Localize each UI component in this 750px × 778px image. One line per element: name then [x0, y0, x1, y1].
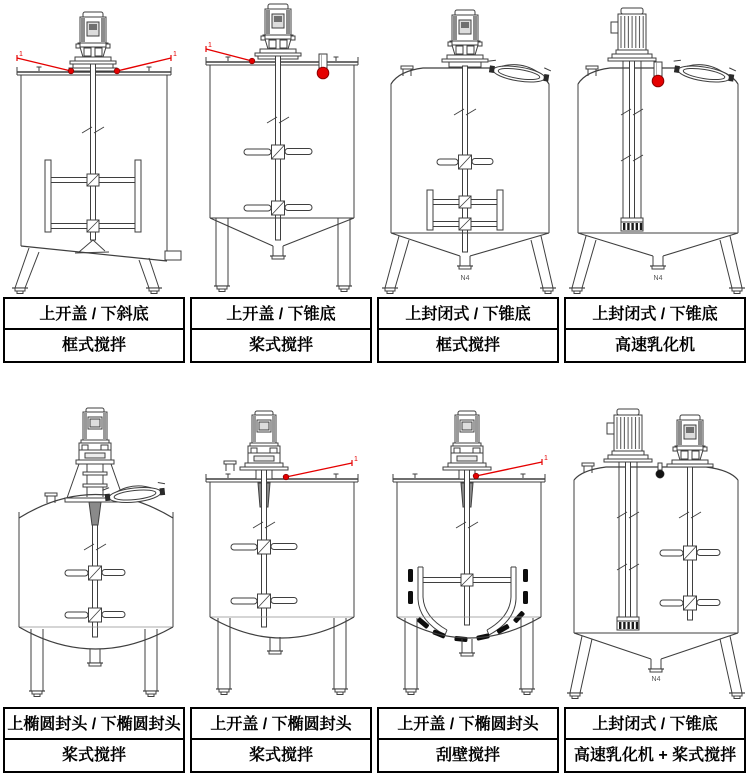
emulsifier-motor-icon [604, 409, 652, 462]
gear-motor-icon [245, 411, 283, 467]
agitator-type-label: 桨式搅拌 [248, 337, 313, 354]
tank-drawing-elliptical-heads [3, 375, 185, 707]
paddle-impeller [660, 546, 720, 560]
bottom-outlet [87, 649, 103, 666]
vessel-outline [574, 480, 738, 633]
tank-drawing-open-lid-cone-bottom [190, 0, 372, 295]
head-type-label: 上封闭式 / 下锥底 [379, 299, 557, 330]
motor-icon [70, 12, 116, 64]
tank-legs [12, 248, 162, 294]
paddle-impeller [231, 540, 297, 554]
vessel-outline [578, 84, 738, 233]
bottom-nozzle-label: N4 [651, 676, 661, 683]
motor-icon [255, 4, 301, 56]
label-box [377, 707, 559, 773]
tank-legs [569, 236, 745, 294]
red-callout-label: 1 [354, 456, 358, 463]
label-box [3, 297, 185, 363]
head-type-label: 上封闭式 / 下锥底 [566, 299, 744, 330]
valve-icon [656, 463, 664, 478]
shaft-gland [89, 502, 101, 525]
agitator-type-label: 桨式搅拌 [248, 747, 313, 764]
bottom-bearing [75, 240, 109, 253]
gear-motor-icon [76, 408, 114, 464]
head-type-label: 上椭圆封头 / 下椭圆封头 [5, 709, 183, 740]
dished-bottom [210, 617, 354, 638]
red-callout-label: 1 [544, 455, 548, 462]
agitator-type-label: 刮壁搅拌 [435, 747, 500, 764]
bottom-nozzle-label: N4 [653, 275, 663, 282]
paddle-impeller [660, 596, 720, 610]
catalog-cell-1 [3, 0, 185, 354]
catalog-cell-6 [190, 375, 372, 764]
slanted-bottom [21, 246, 181, 261]
red-sight-glass-icon [317, 54, 329, 79]
agitator-type-label: 桨式搅拌 [61, 747, 126, 764]
cone-bottom-outlet [391, 233, 549, 269]
nozzle-icon [401, 66, 413, 76]
red-lid-handle [283, 456, 358, 480]
gear-motor-icon [448, 411, 486, 467]
bottom-outlet [267, 637, 283, 654]
tank-drawing-closed-top-emulsifier [564, 0, 746, 295]
agitator-type-label: 框式搅拌 [435, 337, 500, 354]
red-callout-label: 1 [19, 51, 23, 58]
red-lid-handle [114, 51, 177, 74]
vessel-outline [210, 65, 354, 218]
open-tank-rim [206, 474, 358, 482]
catalog-cell-5 [3, 375, 185, 764]
cone-bottom-outlet [210, 218, 354, 259]
manhole-icon [486, 59, 551, 86]
bottom-nozzle-label: N4 [460, 275, 470, 282]
red-sight-glass-icon [652, 62, 664, 87]
catalog-cell-3 [377, 0, 559, 354]
label-box [377, 297, 559, 363]
catalog-cell-7 [377, 375, 559, 764]
label-box [190, 707, 372, 773]
motor-icon [667, 415, 713, 467]
nozzle-icon [45, 493, 57, 503]
agitator-type-label: 高速乳化机 [614, 337, 695, 354]
tank-drawing-closed-top-cone-bottom-frame [377, 0, 559, 295]
head-type-label: 上开盖 / 下锥底 [192, 299, 370, 330]
catalog-cell-8 [564, 375, 746, 764]
head-type-label: 上开盖 / 下椭圆封头 [379, 709, 557, 740]
red-callout-label: 1 [208, 42, 212, 49]
tank-drawing-open-lid-slant-bottom [3, 0, 185, 295]
manhole-icon [671, 59, 736, 86]
catalog-cell-2 [190, 0, 372, 354]
head-type-label: 上开盖 / 下椭圆封头 [192, 709, 370, 740]
red-lid-handle [206, 42, 255, 64]
tank-drawing-open-lid-elliptical-bottom [190, 375, 372, 707]
agitator-type-label: 框式搅拌 [61, 337, 126, 354]
head-type-label: 上封闭式 / 下锥底 [566, 709, 744, 740]
paddle-impeller [244, 201, 312, 215]
nozzle-icon [586, 66, 598, 76]
red-lid-handle [17, 51, 74, 74]
tank-drawing-wall-scraper [377, 375, 559, 707]
motor-icon [442, 10, 488, 62]
label-box [3, 707, 185, 773]
label-box [190, 297, 372, 363]
emulsifier-shaft-icon [621, 61, 643, 231]
paddle-impeller [65, 608, 125, 622]
label-box [564, 707, 746, 773]
red-callout-label: 1 [173, 51, 177, 58]
tank-legs [382, 236, 556, 294]
cone-bottom-outlet [574, 633, 738, 672]
paddle-impeller [65, 566, 125, 580]
catalog-cell-4 [564, 0, 746, 354]
nozzle-icon [224, 461, 236, 471]
label-box [564, 297, 746, 363]
agitator-type-label: 高速乳化机 + 桨式搅拌 [573, 747, 737, 764]
paddle-impeller [244, 145, 312, 159]
emulsifier-motor-icon [608, 8, 656, 61]
tank-drawing-emulsifier-plus-paddle [564, 375, 746, 707]
agitator-shaft [91, 64, 96, 240]
paddle-impeller [437, 155, 493, 169]
tank-legs [567, 636, 745, 699]
cone-bottom-outlet [578, 233, 738, 269]
paddle-impeller [231, 594, 297, 608]
head-type-label: 上开盖 / 下斜底 [5, 299, 183, 330]
emulsifier-shaft-icon [617, 462, 639, 630]
agitator-shaft [465, 470, 470, 625]
